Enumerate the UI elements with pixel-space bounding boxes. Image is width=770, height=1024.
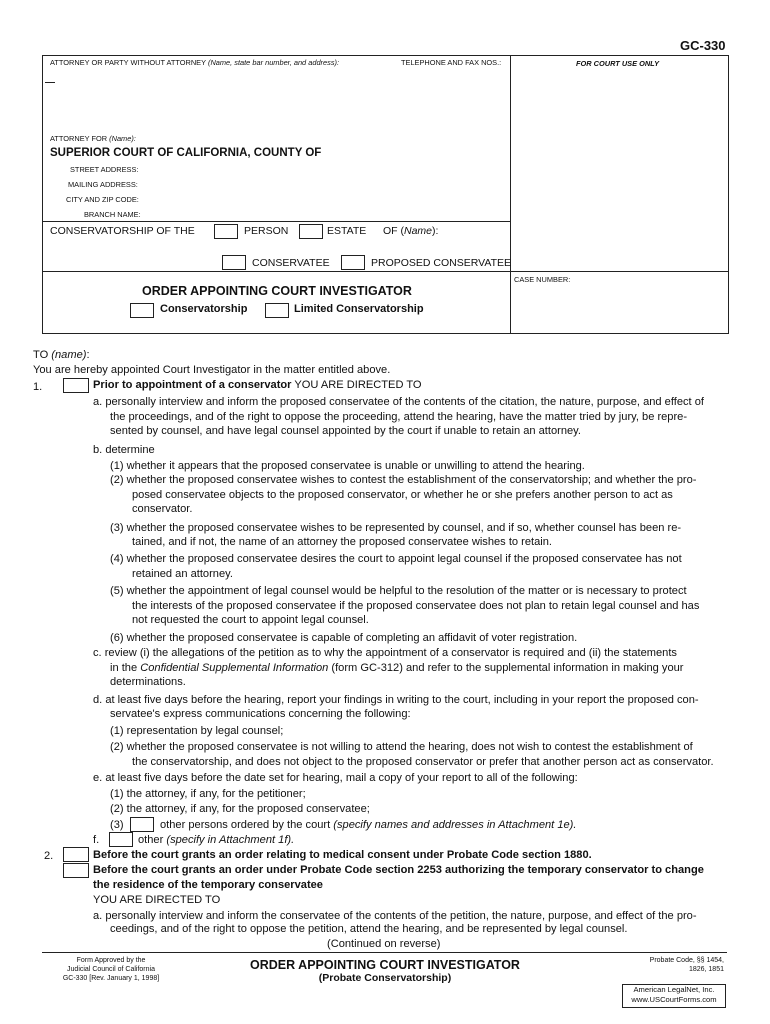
approval-text: Form Approved by the Judicial Council of California GC-330 [Rev. January 1, 1998]: [62, 957, 160, 982]
item-1d2-line-2: the conservatorship, and does not object to the proposed conservator or prefer that another person act as conservator.: [132, 756, 714, 768]
continued-note: (Continued on reverse): [327, 938, 441, 950]
caption-separator: [42, 271, 510, 272]
case-number-field[interactable]: [514, 287, 724, 327]
item-2-residence-line-1: Before the court grants an order under Probate Code section 2253 authorizing the temporary conservator to change: [93, 864, 704, 876]
item-2-residence-line-2: the residence of the temporary conservatee: [93, 879, 323, 891]
item-1b5-line-1: (5) whether the appointment of legal counsel would be helpful to the resolution of the matter or is necessary to protect: [110, 585, 687, 597]
city-zip-label: CITY AND ZIP CODE:: [66, 195, 139, 204]
conservatorship-of-label: CONSERVATORSHIP OF THE: [50, 225, 195, 237]
item-1a-line-1: a. personally interview and inform the proposed conservatee of the contents of the citation, the nature, purpose, and effect of: [93, 396, 704, 408]
item-1e2: (2) the attorney, if any, for the proposed conservatee;: [110, 803, 370, 815]
to-name-line: TO (name):: [33, 349, 90, 361]
order-title: ORDER APPOINTING COURT INVESTIGATOR: [142, 284, 412, 298]
street-address-label: STREET ADDRESS:: [70, 165, 139, 174]
item-1b-label: b. determine: [93, 444, 155, 456]
conservatorship-checkbox[interactable]: [130, 303, 154, 318]
case-number-separator: [510, 271, 728, 272]
item-2-number: 2.: [44, 850, 54, 862]
estate-checkbox[interactable]: [299, 224, 323, 239]
conservatee-label: CONSERVATEE: [252, 257, 330, 269]
conservatee-checkbox[interactable]: [222, 255, 246, 270]
court-separator: [42, 221, 510, 222]
item-1e1: (1) the attorney, if any, for the petitioner;: [110, 788, 306, 800]
item-1b6: (6) whether the proposed conservatee is capable of completing an affidavit of voter registration.: [110, 632, 578, 644]
item-1e: e. at least five days before the date set for hearing, mail a copy of your report to all of the following:: [93, 772, 578, 784]
item-1f-text: other (specify in Attachment 1f).: [138, 834, 295, 846]
intro-text: You are hereby appointed Court Investigator in the matter entitled above.: [33, 364, 391, 376]
form-number: GC-330: [680, 38, 726, 53]
attorney-info-field[interactable]: [48, 70, 503, 128]
publisher-box: American LegalNet, Inc. www.USCourtForms.com: [622, 984, 726, 1008]
footer-subtitle: (Probate Conservatorship): [318, 972, 452, 984]
item-1f-label: f.: [93, 834, 100, 846]
item-1-number: 1.: [33, 381, 43, 393]
footer-rule: [42, 952, 727, 953]
item-1c-line-1: c. review (i) the allegations of the petition as to why the appointment of a conservator is required and (ii) the statements: [93, 647, 677, 659]
court-use-label: FOR COURT USE ONLY: [576, 59, 660, 68]
item-1d2-line-1: (2) whether the proposed conservatee is not willing to attend the hearing, does not wish to contest the establishment of: [110, 741, 693, 753]
proposed-conservatee-label: PROPOSED CONSERVATEE: [371, 257, 512, 269]
attorney-for-label: ATTORNEY FOR (Name):: [50, 134, 136, 143]
item-2-residence-checkbox[interactable]: [63, 863, 89, 878]
probate-code-citation: Probate Code, §§ 1454, 1826, 1851: [649, 957, 724, 973]
conservatorship-label: Conservatorship: [160, 303, 248, 315]
mailing-address-label: MAILING ADDRESS:: [68, 180, 138, 189]
item-2-medical-text: Before the court grants an order relating to medical consent under Probate Code section 1880.: [93, 849, 592, 861]
caption-divider: [510, 55, 511, 333]
item-1b4-line-2: retained an attorney.: [132, 568, 233, 580]
item-1f-checkbox[interactable]: [109, 832, 133, 847]
item-2a-line-2: ceedings, and of the right to oppose the petition, attend the hearing, and be represented by legal counsel.: [110, 923, 628, 935]
item-1c-line-3: determinations.: [110, 676, 186, 688]
limited-conservatorship-checkbox[interactable]: [265, 303, 289, 318]
telephone-label: TELEPHONE AND FAX NOS.:: [401, 58, 502, 67]
item-1a-line-2: the proceedings, and of the right to oppose the proceeding, attend the hearing, have the matter tried by jury, be repre-: [110, 411, 688, 423]
item-1e3-checkbox[interactable]: [130, 817, 154, 832]
item-1b5-line-3: not requested the court to appoint legal counsel.: [132, 614, 369, 626]
item-1d-line-1: d. at least five days before the hearing, report your findings in writing to the court, including in your report the proposed con-: [93, 694, 699, 706]
limited-conservatorship-label: Limited Conservatorship: [294, 303, 424, 315]
item-1b1: (1) whether it appears that the proposed conservatee is unable or unwilling to attend the hearing.: [110, 460, 585, 472]
court-title: SUPERIOR COURT OF CALIFORNIA, COUNTY OF: [50, 147, 322, 159]
item-1d-line-2: servatee's express communications concerning the following:: [110, 708, 411, 720]
person-label: PERSON: [244, 225, 289, 237]
of-name-label: OF (Name):: [383, 225, 439, 237]
item-1e3-number: (3): [110, 819, 124, 831]
case-number-label: CASE NUMBER:: [514, 275, 571, 284]
item-1b5-line-2: the interests of the proposed conservatee if the proposed conservatee does not plan to retain legal counsel and has: [132, 600, 700, 612]
item-1b2-line-3: conservator.: [132, 503, 193, 515]
item-2-medical-checkbox[interactable]: [63, 847, 89, 862]
item-1b2-line-1: (2) whether the proposed conservatee wishes to contest the establishment of the conservatorship; and whether the pro-: [110, 474, 697, 486]
footer-title: ORDER APPOINTING COURT INVESTIGATOR: [250, 958, 520, 972]
person-checkbox[interactable]: [214, 224, 238, 239]
proposed-conservatee-checkbox[interactable]: [341, 255, 365, 270]
item-1b4-line-1: (4) whether the proposed conservatee desires the court to appoint legal counsel if the proposed conservatee has not: [110, 553, 682, 565]
attorney-label: ATTORNEY OR PARTY WITHOUT ATTORNEY (Name, state bar number, and address):: [50, 58, 340, 67]
item-1d1: (1) representation by legal counsel;: [110, 725, 284, 737]
item-1-checkbox[interactable]: [63, 378, 89, 393]
estate-label: ESTATE: [327, 225, 367, 237]
item-1-heading: Prior to appointment of a conservator YOU ARE DIRECTED TO: [93, 379, 422, 391]
directed-text: YOU ARE DIRECTED TO: [93, 894, 221, 906]
item-1b3-line-2: tained, and if not, the name of an attorney the proposed conservatee wishes to retain.: [132, 536, 552, 548]
item-1b2-line-2: posed conservatee objects to the proposed conservator, or whether he or she prefers another person to act as: [132, 489, 673, 501]
item-1b3-line-1: (3) whether the proposed conservatee wishes to be represented by counsel, and if so, whether counsel has been re-: [110, 522, 682, 534]
branch-name-label: BRANCH NAME:: [84, 210, 141, 219]
item-1a-line-3: sented by counsel, and have legal counsel appointed by the court if unable to retain an attorney.: [110, 425, 581, 437]
item-2a-line-1: a. personally interview and inform the conservatee of the contents of the petition, the nature, purpose, and effect of the pro-: [93, 910, 697, 922]
item-1c-line-2: in the Confidential Supplemental Information (form GC-312) and refer to the supplemental information in making your: [110, 662, 684, 674]
item-1e3-text: other persons ordered by the court (specify names and addresses in Attachment 1e).: [160, 819, 577, 831]
